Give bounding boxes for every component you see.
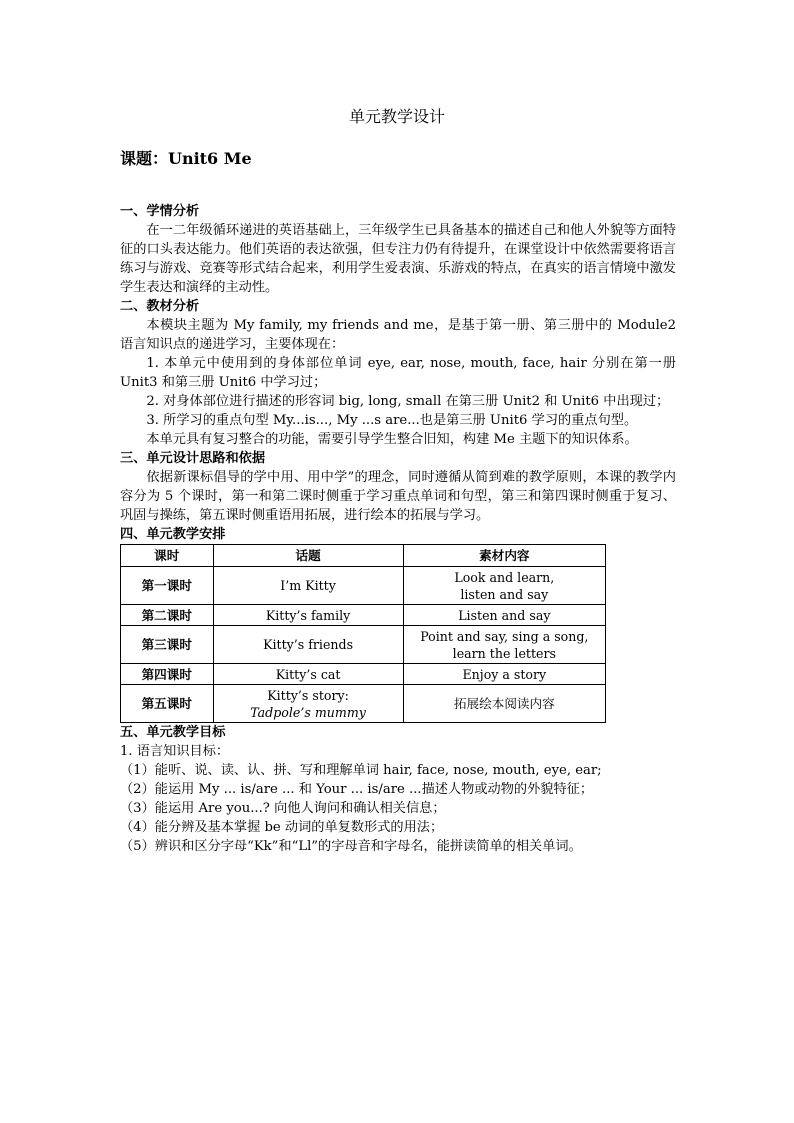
paragraph-material-summary: 本单元具有复习整合的功能，需要引导学生整合旧知，构建 Me 主题下的知识体系。 — [146, 432, 638, 447]
table-row — [121, 685, 606, 723]
table-row — [121, 605, 606, 626]
material-point-1: 1. 本单元中使用到的身体部位单词 eye, ear, nose, mouth, face, hair 分别在第一册 Unit3 和第三册 Unit6 中学习过； — [120, 356, 676, 390]
material-line: listen and say — [460, 586, 549, 602]
paragraph-material-intro: 本模块主题为 My family, my friends and me，是基于第一册、第三册中的 Module2 语言知识点的递进学习，主要体现在： — [120, 318, 676, 352]
cell-topic: Kitty’s friends — [213, 626, 403, 664]
cell-lesson: 第四课时 — [121, 664, 214, 685]
material-point-3: 3. 所学习的重点句型 My...is..., My ...s are...也是第三册 Unit6 学习的重点句型。 — [146, 413, 638, 428]
objective-item-1: （1）能听、说、读、认、拼、写和理解单词 hair, face, nose, mouth, eye, ear; — [120, 763, 602, 778]
cell-material — [403, 567, 605, 605]
objective-item-2: （2）能运用 My ... is/are ... 和 Your ... is/are ...描述人物或动物的外貌特征； — [120, 782, 594, 797]
cell-material — [403, 626, 605, 664]
section-heading-student-analysis: 一、学情分析 — [120, 204, 200, 219]
cell-topic: I’m Kitty — [213, 567, 403, 605]
topic-line: Kitty’s story: — [267, 687, 349, 703]
cell-lesson: 第五课时 — [121, 685, 214, 723]
topic-book-title: Tadpole’s mummy — [250, 704, 366, 720]
cell-material: Enjoy a story — [403, 664, 605, 685]
objective-item-4: （4）能分辨及基本掌握 be 动词的单复数形式的用法； — [120, 820, 444, 835]
schedule-table — [120, 544, 606, 723]
document-title: 单元教学设计 — [348, 107, 445, 126]
material-point-2: 2. 对身体部位进行描述的形容词 big, long, small 在第三册 Unit2 和 Unit6 中出现过； — [146, 394, 670, 409]
cell-material: Listen and say — [403, 605, 605, 626]
cell-lesson: 第一课时 — [121, 567, 214, 605]
table-header-row — [121, 545, 606, 567]
material-line: learn the letters — [452, 645, 556, 661]
cell-lesson: 第二课时 — [121, 605, 214, 626]
header-material: 素材内容 — [403, 545, 605, 567]
cell-topic: Kitty’s family — [213, 605, 403, 626]
document-body — [120, 202, 676, 856]
section-heading-design-rationale: 三、单元设计思路和依据 — [120, 451, 266, 466]
objective-item-5: （5）辨识和区分字母“Kk”和“Ll”的字母音和字母名，能拼读简单的相关单词。 — [120, 839, 582, 854]
section-heading-material-analysis: 二、教材分析 — [120, 299, 200, 314]
header-topic: 话题 — [213, 545, 403, 567]
section-heading-objectives: 五、单元教学目标 — [120, 725, 226, 740]
paragraph-design-rationale: 依据新课标倡导的学中用、用中学”的理念，同时遵循从简到难的教学原则，本课的教学内容分为 5 个课时，第一和第二课时侧重于学习重点单词和句型，第三和第四课时侧重于复习、巩固与操练，第五课时侧重语用拓展，进行绘本的拓展与学习。 — [120, 470, 676, 523]
objective-item-3: （3）能运用 Are you...? 向他人询问和确认相关信息； — [120, 801, 446, 816]
objective-subheading: 1. 语言知识目标： — [120, 744, 230, 759]
cell-lesson: 第三课时 — [121, 626, 214, 664]
table-row — [121, 626, 606, 664]
cell-topic: Kitty’s cat — [213, 664, 403, 685]
header-lesson: 课时 — [121, 545, 214, 567]
section-heading-schedule: 四、单元教学安排 — [120, 527, 226, 542]
table-row — [121, 567, 606, 605]
cell-material: 拓展绘本阅读内容 — [403, 685, 605, 723]
table-row — [121, 664, 606, 685]
material-line: Point and say, sing a song, — [420, 628, 589, 644]
lesson-title: 课题：Unit6 Me — [120, 149, 252, 168]
cell-topic — [213, 685, 403, 723]
material-line: Look and learn, — [454, 569, 555, 585]
paragraph-student-analysis: 在一二年级循环递进的英语基础上，三年级学生已具备基本的描述自己和他人外貌等方面特征的口头表达能力。他们英语的表达欲强，但专注力仍有待提升，在课堂设计中依然需要将语言练习与游戏、竞赛等形式结合起来，利用学生爱表演、乐游戏的特点，在真实的语言情境中激发学生表达和演绎的主动性。 — [120, 223, 676, 295]
